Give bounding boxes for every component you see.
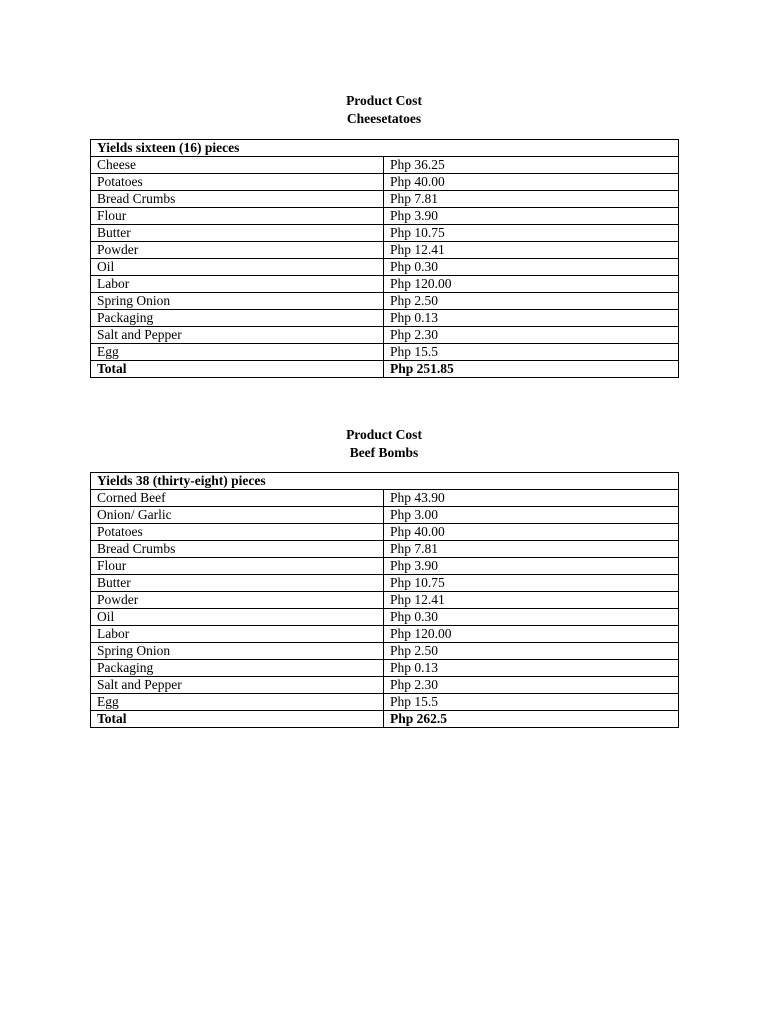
total-row: [91, 711, 679, 728]
table-row: [91, 276, 679, 293]
ingredient-cost: Php 3.90: [384, 558, 679, 575]
yield-cell: Yields 38 (thirty-eight) pieces: [91, 473, 679, 490]
yield-row: [91, 473, 679, 490]
ingredient-name: Flour: [91, 208, 384, 225]
ingredient-name: Butter: [91, 575, 384, 592]
ingredient-cost: Php 43.90: [384, 490, 679, 507]
ingredient-name: Powder: [91, 592, 384, 609]
table-row: [91, 524, 679, 541]
total-value: Php 251.85: [384, 361, 679, 378]
table-row: [91, 344, 679, 361]
table-row: [91, 157, 679, 174]
table-row: [91, 541, 679, 558]
table-row: [91, 191, 679, 208]
ingredient-cost: Php 10.75: [384, 575, 679, 592]
ingredient-cost: Php 15.5: [384, 694, 679, 711]
table-row: [91, 208, 679, 225]
ingredient-cost: Php 36.25: [384, 157, 679, 174]
ingredient-name: Spring Onion: [91, 643, 384, 660]
table-row: [91, 259, 679, 276]
table-row: [91, 327, 679, 344]
product-name: Beef Bombs: [349, 445, 419, 460]
table-row: [91, 310, 679, 327]
ingredient-cost: Php 2.30: [384, 677, 679, 694]
ingredient-cost: Php 3.00: [384, 507, 679, 524]
table-row: [91, 225, 679, 242]
ingredient-name: Egg: [91, 694, 384, 711]
ingredient-name: Oil: [91, 259, 384, 276]
table-row: [91, 242, 679, 259]
ingredient-cost: Php 12.41: [384, 592, 679, 609]
ingredient-cost: Php 15.5: [384, 344, 679, 361]
beef-bombs-cost-table: [90, 472, 679, 728]
table-row: [91, 694, 679, 711]
ingredient-name: Onion/ Garlic: [91, 507, 384, 524]
ingredient-cost: Php 7.81: [384, 191, 679, 208]
table-row: [91, 592, 679, 609]
table-row: [91, 293, 679, 310]
yield-row: [91, 140, 679, 157]
ingredient-name: Labor: [91, 626, 384, 643]
ingredient-cost: Php 40.00: [384, 174, 679, 191]
table-row: [91, 507, 679, 524]
ingredient-name: Potatoes: [91, 524, 384, 541]
ingredient-name: Butter: [91, 225, 384, 242]
ingredient-cost: Php 2.50: [384, 643, 679, 660]
ingredient-cost: Php 3.90: [384, 208, 679, 225]
ingredient-name: Salt and Pepper: [91, 327, 384, 344]
ingredient-name: Egg: [91, 344, 384, 361]
table-row: [91, 490, 679, 507]
ingredient-name: Packaging: [91, 310, 384, 327]
yield-cell: Yields sixteen (16) pieces: [91, 140, 679, 157]
total-row: [91, 361, 679, 378]
cheesetatoes-cost-table: [90, 139, 679, 378]
ingredient-cost: Php 120.00: [384, 276, 679, 293]
ingredient-name: Spring Onion: [91, 293, 384, 310]
table-row: [91, 660, 679, 677]
total-label: Total: [91, 711, 384, 728]
ingredient-name: Potatoes: [91, 174, 384, 191]
ingredient-cost: Php 0.30: [384, 259, 679, 276]
ingredient-cost: Php 40.00: [384, 524, 679, 541]
ingredient-name: Oil: [91, 609, 384, 626]
ingredient-cost: Php 2.30: [384, 327, 679, 344]
product-name: Cheesetatoes: [346, 111, 422, 126]
cost-table-body: [91, 140, 679, 378]
ingredient-name: Labor: [91, 276, 384, 293]
section-heading: Product Cost: [346, 427, 422, 442]
ingredient-name: Salt and Pepper: [91, 677, 384, 694]
ingredient-cost: Php 12.41: [384, 242, 679, 259]
ingredient-name: Packaging: [91, 660, 384, 677]
total-value: Php 262.5: [384, 711, 679, 728]
table-row: [91, 558, 679, 575]
ingredient-name: Bread Crumbs: [91, 191, 384, 208]
cost-table-body: [91, 473, 679, 728]
table-row: [91, 575, 679, 592]
cheesetatoes-heading-block: [0, 92, 768, 128]
beef-bombs-heading-block: [0, 426, 768, 462]
ingredient-cost: Php 0.13: [384, 660, 679, 677]
total-label: Total: [91, 361, 384, 378]
ingredient-cost: Php 2.50: [384, 293, 679, 310]
ingredient-cost: Php 0.30: [384, 609, 679, 626]
ingredient-name: Flour: [91, 558, 384, 575]
ingredient-cost: Php 0.13: [384, 310, 679, 327]
ingredient-cost: Php 7.81: [384, 541, 679, 558]
section-heading: Product Cost: [346, 93, 422, 108]
ingredient-name: Cheese: [91, 157, 384, 174]
ingredient-name: Corned Beef: [91, 490, 384, 507]
table-row: [91, 677, 679, 694]
ingredient-name: Bread Crumbs: [91, 541, 384, 558]
table-row: [91, 174, 679, 191]
table-row: [91, 643, 679, 660]
ingredient-cost: Php 120.00: [384, 626, 679, 643]
table-row: [91, 626, 679, 643]
ingredient-name: Powder: [91, 242, 384, 259]
ingredient-cost: Php 10.75: [384, 225, 679, 242]
table-row: [91, 609, 679, 626]
